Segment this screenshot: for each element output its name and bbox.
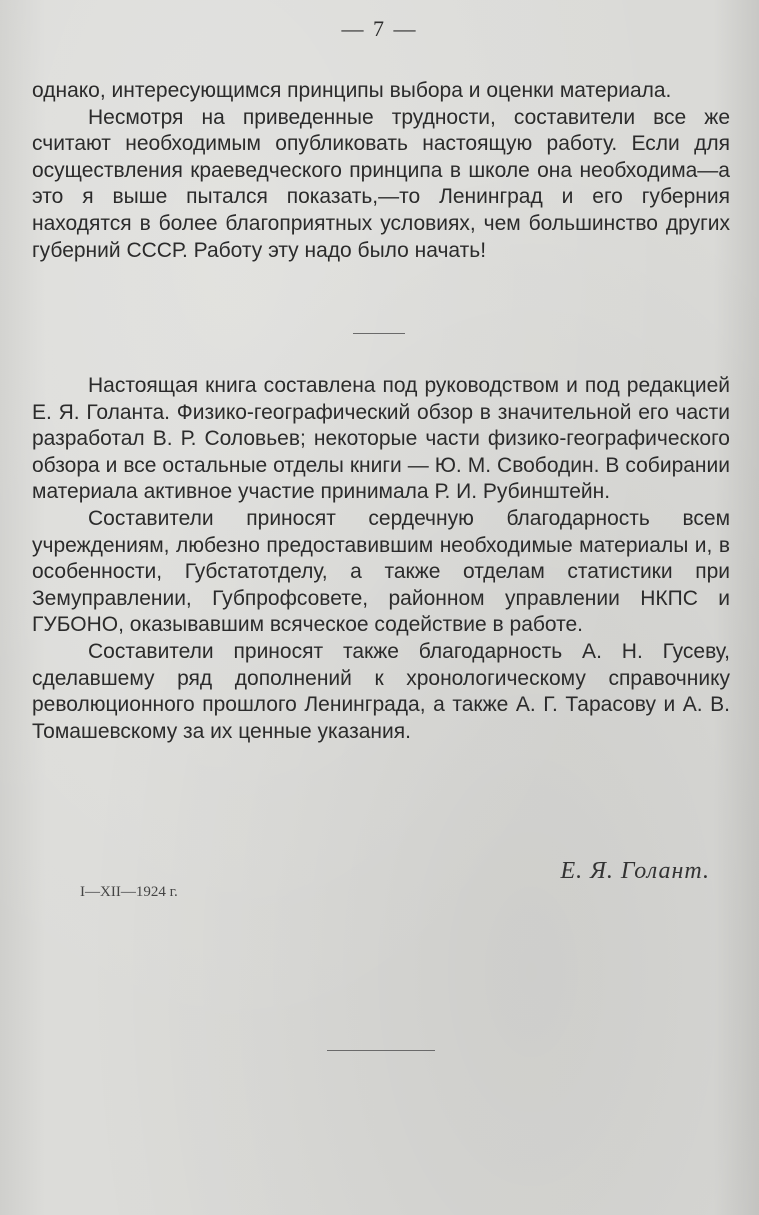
paragraph: однако, интересующимся принципы выбора и оценки материала.: [32, 79, 672, 102]
end-divider: [327, 1050, 435, 1051]
text-section-2: [32, 373, 730, 745]
author-signature: Е. Я. Голант.: [560, 858, 710, 884]
paragraph: Несмотря на приведенные трудности, составители все же считают необходимым опубликовать настоящую работу. Если для осуществления краеведческого принципа в школе она необходима—а это я выше пытался показать,—то Ленинград и его губерния находятся в более благоприятных условиях, чем большинство других губерний СССР. Работу эту надо было начать!: [32, 105, 730, 262]
date-line: I—XII—1924 г.: [80, 884, 178, 900]
paragraph: Составители приносят также благодарность А. Н. Гусеву, сделавшему ряд дополнений к хронологическому справочнику революционного прошлого Ленинграда, а также А. Г. Тарасову и А. В. Томашевскому за их ценные указания.: [32, 639, 730, 743]
section-divider: [353, 333, 405, 334]
paragraph: Составители приносят сердечную благодарность всем учреждениям, любезно предоставившим необходимые материалы и, в особенности, Губстатотделу, а также отделам статистики при Земуправлении, Губпрофсовете, районном управлении НКПС и ГУБОНО, оказывавшим всяческое содействие в работе.: [32, 506, 730, 637]
page-number: — 7 —: [341, 16, 418, 41]
paragraph: Настоящая книга составлена под руководством и под редакцией Е. Я. Голанта. Физико-географический обзор в значительной его части разработал В. Р. Соловьев; некоторые части физико-географического обзора и все остальные отделы книги — Ю. М. Свободин. В собирании материала активное участие принимала Р. И. Рубинштейн.: [32, 374, 730, 504]
text-section-1: [32, 78, 730, 264]
